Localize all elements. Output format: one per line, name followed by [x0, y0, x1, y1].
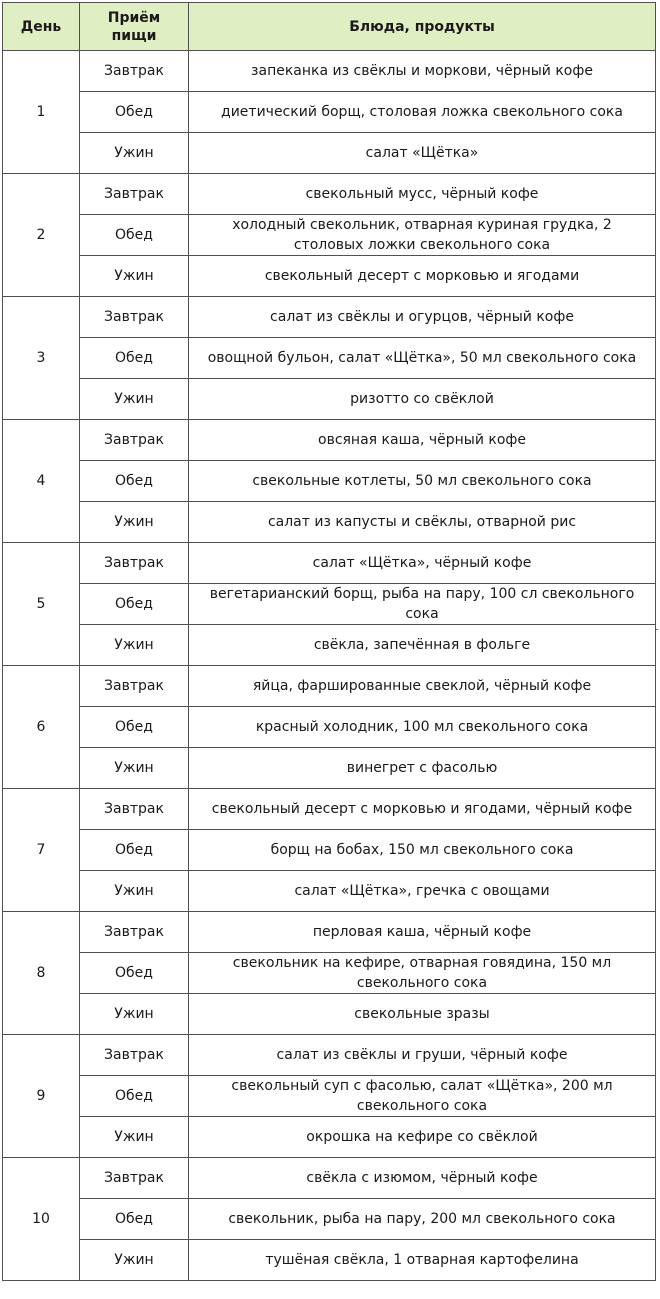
day-number-cell: 5 [3, 543, 80, 666]
table-row [3, 256, 656, 297]
table-row [3, 830, 656, 871]
dishes-cell: свекольный десерт с морковью и ягодами, чёрный кофе [189, 789, 656, 830]
header-dishes: Блюда, продукты [189, 3, 656, 51]
dishes-cell: свекольные котлеты, 50 мл свекольного сока [189, 461, 656, 502]
meal-cell: Обед [80, 830, 189, 871]
meal-cell: Ужин [80, 502, 189, 543]
dishes-cell: свекольные зразы [189, 994, 656, 1035]
dishes-cell: овсяная каша, чёрный кофе [189, 420, 656, 461]
dishes-cell: салат «Щётка», гречка с овощами [189, 871, 656, 912]
day-number-cell: 9 [3, 1035, 80, 1158]
meal-cell: Обед [80, 1076, 189, 1117]
meal-cell: Обед [80, 1199, 189, 1240]
dishes-cell: свёкла с изюмом, чёрный кофе [189, 1158, 656, 1199]
meal-cell: Завтрак [80, 1035, 189, 1076]
table-row [3, 174, 656, 215]
meal-cell: Обед [80, 461, 189, 502]
dishes-cell: салат «Щётка», чёрный кофе [189, 543, 656, 584]
table-row [3, 1240, 656, 1281]
day-number-cell: 8 [3, 912, 80, 1035]
table-row [3, 871, 656, 912]
meal-cell: Ужин [80, 256, 189, 297]
dishes-cell: свёкла, запечённая в фольге [189, 625, 656, 666]
dishes-cell: свекольник, рыба на пару, 200 мл свекольного сока [189, 1199, 656, 1240]
meal-cell: Завтрак [80, 912, 189, 953]
dishes-cell: борщ на бобах, 150 мл свекольного сока [189, 830, 656, 871]
meal-cell: Ужин [80, 871, 189, 912]
meal-cell: Ужин [80, 133, 189, 174]
table-row [3, 1117, 656, 1158]
meal-cell: Обед [80, 584, 189, 625]
meal-cell: Ужин [80, 994, 189, 1035]
dishes-cell: овощной бульон, салат «Щётка», 50 мл свекольного сока [189, 338, 656, 379]
table-row [3, 666, 656, 707]
edge-mark [656, 629, 658, 630]
dishes-cell: свекольный суп с фасолью, салат «Щётка», 200 мл свекольного сока [189, 1076, 656, 1117]
meal-cell: Ужин [80, 379, 189, 420]
table-row [3, 1158, 656, 1199]
dishes-cell: салат «Щётка» [189, 133, 656, 174]
meal-cell: Ужин [80, 748, 189, 789]
dishes-cell: свекольный десерт с морковью и ягодами [189, 256, 656, 297]
header-row [3, 3, 656, 51]
table-row [3, 953, 656, 994]
meal-cell: Обед [80, 338, 189, 379]
diet-table [2, 2, 656, 1281]
table-row [3, 51, 656, 92]
table-row [3, 502, 656, 543]
day-number-cell: 10 [3, 1158, 80, 1281]
meal-cell: Обед [80, 953, 189, 994]
day-number-cell: 2 [3, 174, 80, 297]
meal-cell: Завтрак [80, 174, 189, 215]
dishes-cell: винегрет с фасолью [189, 748, 656, 789]
dishes-cell: диетический борщ, столовая ложка свекольного сока [189, 92, 656, 133]
meal-cell: Завтрак [80, 420, 189, 461]
table-header [3, 3, 656, 51]
table-row [3, 133, 656, 174]
meal-cell: Завтрак [80, 666, 189, 707]
dishes-cell: вегетарианский борщ, рыба на пару, 100 сл свекольного сока [189, 584, 656, 625]
dishes-cell: красный холодник, 100 мл свекольного сока [189, 707, 656, 748]
meal-cell: Завтрак [80, 1158, 189, 1199]
dishes-cell: салат из свёклы и огурцов, чёрный кофе [189, 297, 656, 338]
meal-cell: Завтрак [80, 543, 189, 584]
dishes-cell: запеканка из свёклы и моркови, чёрный кофе [189, 51, 656, 92]
dishes-cell: окрошка на кефире со свёклой [189, 1117, 656, 1158]
dishes-cell: холодный свекольник, отварная куриная грудка, 2 столовых ложки свекольного сока [189, 215, 656, 256]
table-row [3, 338, 656, 379]
table-row [3, 912, 656, 953]
dishes-cell: свекольник на кефире, отварная говядина, 150 мл свекольного сока [189, 953, 656, 994]
dishes-cell: салат из свёклы и груши, чёрный кофе [189, 1035, 656, 1076]
meal-cell: Обед [80, 92, 189, 133]
day-number-cell: 1 [3, 51, 80, 174]
table-row [3, 748, 656, 789]
table-row [3, 92, 656, 133]
dishes-cell: свекольный мусс, чёрный кофе [189, 174, 656, 215]
table-row [3, 215, 656, 256]
meal-cell: Завтрак [80, 297, 189, 338]
table-row [3, 625, 656, 666]
table-row [3, 461, 656, 502]
table-row [3, 379, 656, 420]
day-number-cell: 6 [3, 666, 80, 789]
dishes-cell: тушёная свёкла, 1 отварная картофелина [189, 1240, 656, 1281]
dishes-cell: яйца, фаршированные свеклой, чёрный кофе [189, 666, 656, 707]
dishes-cell: перловая каша, чёрный кофе [189, 912, 656, 953]
meal-cell: Обед [80, 215, 189, 256]
day-number-cell: 7 [3, 789, 80, 912]
header-meal: Приём пищи [80, 3, 189, 51]
table-row [3, 584, 656, 625]
table-body [3, 51, 656, 1281]
table-row [3, 297, 656, 338]
day-number-cell: 4 [3, 420, 80, 543]
table-row [3, 1199, 656, 1240]
table-row [3, 1035, 656, 1076]
dishes-cell: ризотто со свёклой [189, 379, 656, 420]
meal-cell: Завтрак [80, 51, 189, 92]
day-number-cell: 3 [3, 297, 80, 420]
dishes-cell: салат из капусты и свёклы, отварной рис [189, 502, 656, 543]
table-row [3, 420, 656, 461]
table-row [3, 707, 656, 748]
meal-cell: Завтрак [80, 789, 189, 830]
meal-cell: Ужин [80, 1117, 189, 1158]
table-row [3, 994, 656, 1035]
header-day: День [3, 3, 80, 51]
meal-cell: Ужин [80, 1240, 189, 1281]
table-row [3, 543, 656, 584]
table-row [3, 789, 656, 830]
meal-cell: Ужин [80, 625, 189, 666]
meal-cell: Обед [80, 707, 189, 748]
table-row [3, 1076, 656, 1117]
